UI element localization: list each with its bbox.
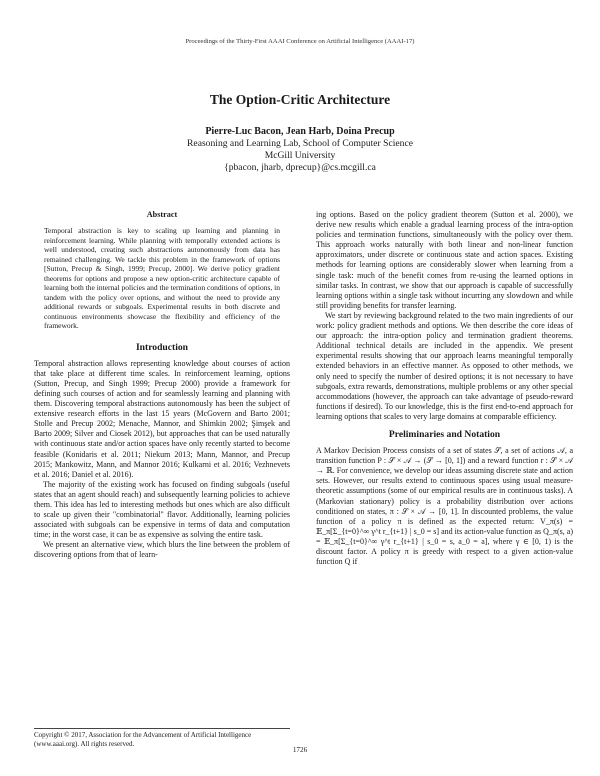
right-paragraph-2: We start by reviewing background related to the two main ingredients of our work: policy gradient methods and options. We then describe the core ideas of our approach: the intra-option policy and termination gradient theorems. Additional technical details are included in the appendix. We present experimental results showing that our approach learns meaningful temporally extended behaviors in an effective manner. As opposed to other methods, we only need to specify the number of desired options; it is not necessary to have subgoals, extra rewards, demonstrations, multiple problems or any other special accommodations (however, the approach can take advantage of pseudo-reward functions if desired). To our knowledge, this is the first end-to-end approach for learning options that scales to very large domains at comparable efficiency. xyxy=(316,310,573,421)
author-block xyxy=(0,126,600,174)
author-university: McGill University xyxy=(264,150,336,161)
author-affiliation: Reasoning and Learning Lab, School of Computer Science xyxy=(187,138,413,149)
preliminaries-heading: Preliminaries and Notation xyxy=(388,428,501,440)
author-email: {pbacon, jharb, dprecup}@cs.mcgill.ca xyxy=(224,162,376,173)
right-column xyxy=(316,210,573,567)
introduction-heading: Introduction xyxy=(135,341,189,353)
abstract-text: Temporal abstraction is key to scaling up learning and planning in reinforcement learning. While planning with temporally extended actions is well understood, creating such abstractions autonomously from data has remained challenging. We tackle this problem in the framework of options [Sutton, Precup & Singh, 1999; Precup, 2000]. We derive policy gradient theorems for options and propose a new option-critic architecture capable of learning both the internal policies and the termination conditions of options, in tandem with the policy over options, and without the need to provide any additional rewards or subgoals. Experimental results in both discrete and continuous environments showcase the flexibility and efficiency of the framework. xyxy=(44,226,280,331)
intro-paragraph-3: We present an alternative view, which blurs the line between the problem of discovering options from that of learn- xyxy=(34,540,290,560)
proceedings-header: Proceedings of the Thirty-First AAAI Conference on Artificial Intelligence (AAAI-17) xyxy=(185,38,415,45)
abstract-heading: Abstract xyxy=(146,210,178,219)
right-paragraph-1: ing options. Based on the policy gradient theorem (Sutton et al. 2000), we derive new results which enable a gradual learning process of the intra-option policies and termination functions, simultaneously with the policy over them. This approach works naturally with both linear and non-linear function approximators, under discrete or continuous state and action spaces. Existing methods for learning options are considerably slower when learning from a single task: much of the benefit comes from re-using the learned options in similar tasks. In contrast, we show that our approach is capable of successfully learning options within a single task without incurring any slowdown and while still providing benefits for transfer learning. xyxy=(316,210,573,310)
page-number: 1726 xyxy=(292,746,308,754)
intro-paragraph-1: Temporal abstraction allows representing knowledge about courses of action that take place at different time scales. In reinforcement learning, options (Sutton, Precup, and Singh 1999; Precup 2000) provide a framework for defining such courses of action and for seamlessly learning and planning with them. Discovering temporal abstractions autonomously has been the subject of extensive research efforts in the last 15 years (McGovern and Barto 2001; Stolle and Precup 2002; Menache, Mannor, and Shimkin 2002; Şimşek and Barto 2009; Silver and Ciosek 2012), but approaches that can be used naturally with continuous state and/or action spaces have only recently started to become feasible (Konidaris et al. 2011; Niekum 2013; Mann, Mannor, and Precup 2015; Mankowitz, Mann, and Mannor 2016; Kulkarni et al. 2016; Vezhnevets et al. 2016; Daniel et al. 2016). xyxy=(34,358,290,479)
intro-paragraph-2: The majority of the existing work has focused on finding subgoals (useful states that an agent should reach) and subsequently learning policies to achieve them. This idea has led to interesting methods but ones which are also difficult to scale up given their "combinatorial" flavor. Additionally, learning policies associated with subgoals can be expensive in terms of data and computation time; in the worst case, it can be as expensive as solving the entire task. xyxy=(34,479,290,540)
copyright-notice: Copyright © 2017, Association for the Advancement of Artificial Intelligence (www.aaai.org). All rights reserved. xyxy=(34,728,290,749)
preliminaries-paragraph: A Markov Decision Process consists of a set of states 𝒮, a set of actions 𝒜, a transition function P : 𝒮 × 𝒜 → (𝒮 → [0, 1]) and a reward function r : 𝒮 × 𝒜 → ℝ. For convenience, we develop our ideas assuming discrete state and action sets. However, our results extend to continuous spaces using usual measure-theoretic assumptions (some of our empirical results are in continuous tasks). A (Markovian stationary) policy is a probability distribution over actions conditioned on states, π : 𝒮 × 𝒜 → [0, 1]. In discounted problems, the value function of a policy π is defined as the expected return: V_π(s) = 𝔼_π[Σ_{t=0}^∞ γ^t r_{t+1} | s_0 = s] and its action-value function as Q_π(s, a) = 𝔼_π[Σ_{t=0}^∞ γ^t r_{t+1} | s_0 = s, a_0 = a], where γ ∈ [0, 1) is the discount factor. A policy π is greedy with respect to a given action-value function Q if xyxy=(316,446,573,567)
left-column xyxy=(34,210,290,561)
author-names: Pierre-Luc Bacon, Jean Harb, Doina Precup xyxy=(205,126,395,137)
paper-title: The Option-Critic Architecture xyxy=(209,92,391,107)
